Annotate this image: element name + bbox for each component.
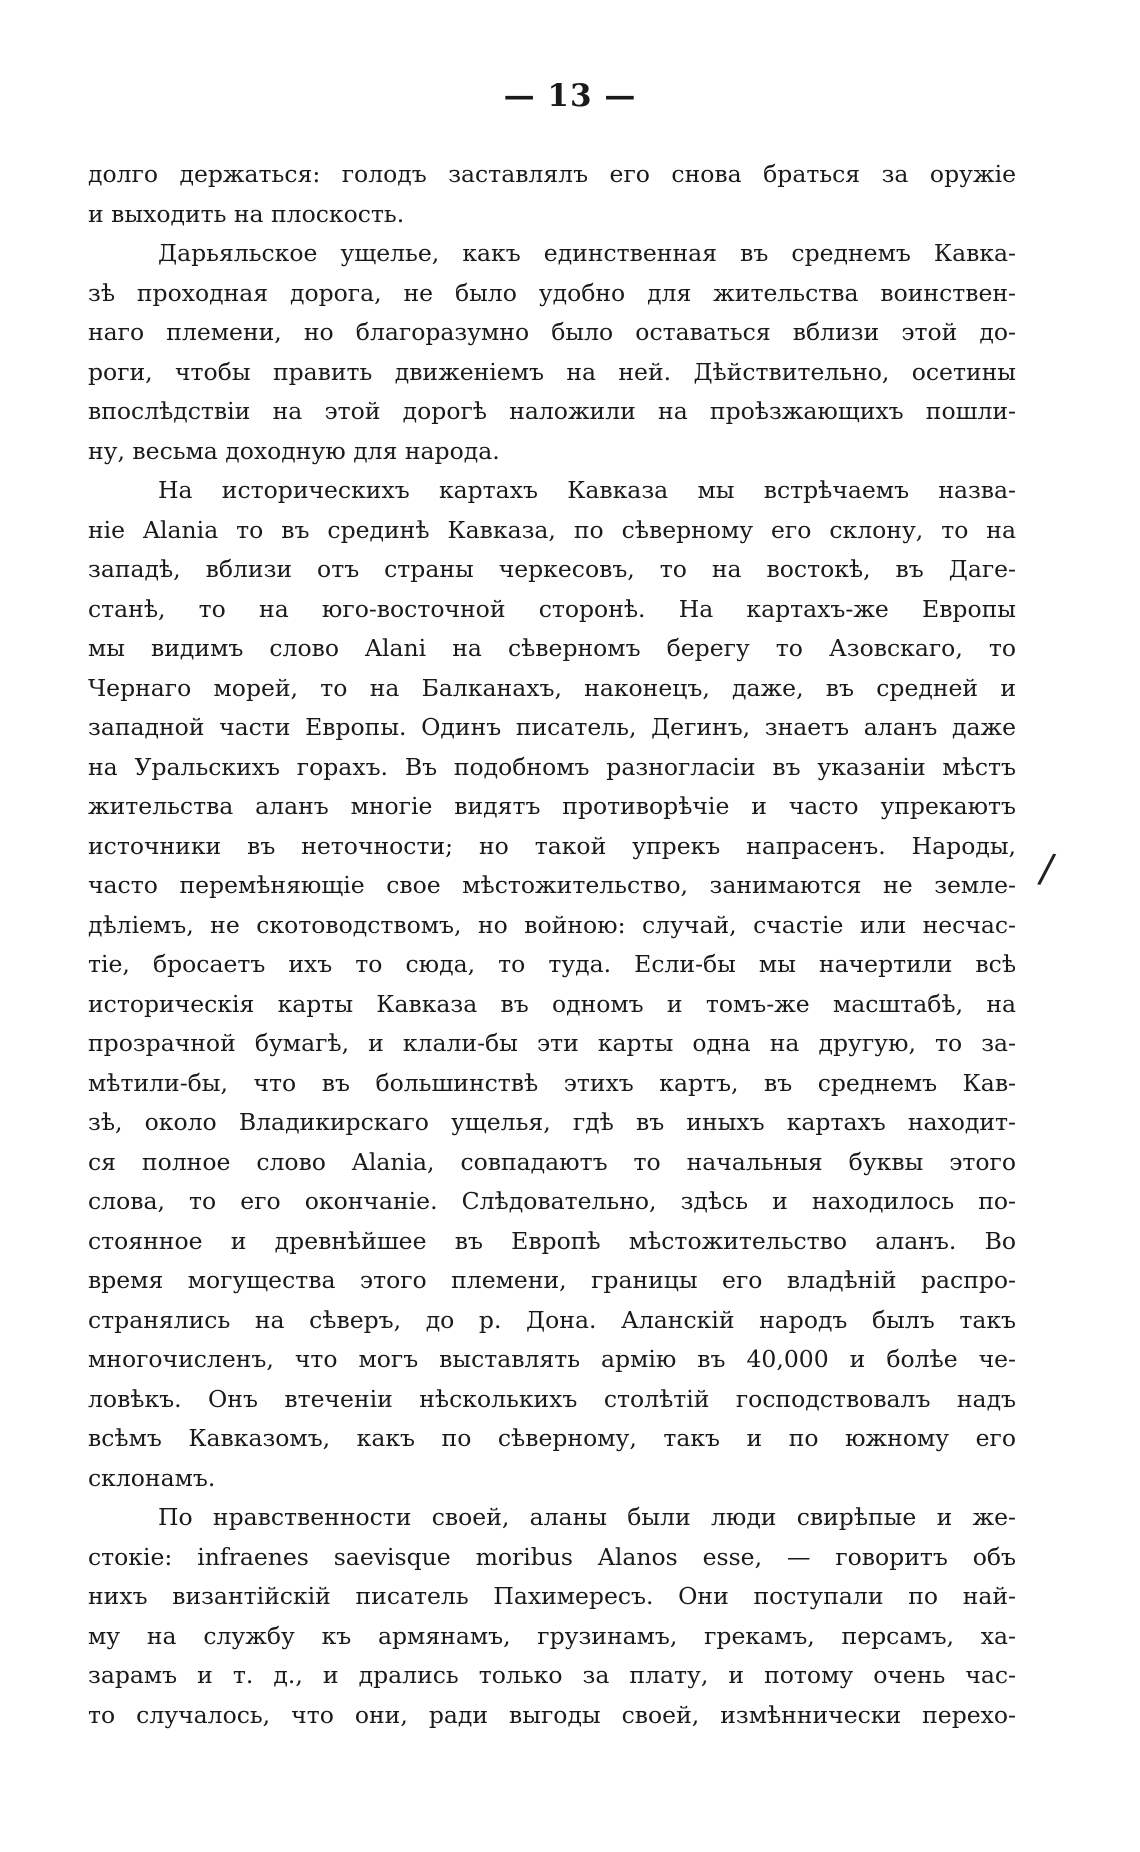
text-body (88, 155, 1016, 1735)
text-line: зарамъ и т. д., и дрались только за плату, и потому очень час- (88, 1661, 1016, 1689)
text-line: ся полное слово Alania, совпадаютъ то начальныя буквы этого (88, 1147, 1016, 1176)
text-line: странялись на сѣверъ, до р. Дона. Аланскій народъ былъ такъ (88, 1305, 1016, 1334)
text-line: слова, то его окончаніе. Слѣдовательно, здѣсь и находилось по- (88, 1187, 1016, 1215)
text-line: источники въ неточности; но такой упрекъ напрасенъ. Народы, (88, 831, 1016, 860)
text-line: стокіе: infraenes saevisque moribus Alanos esse, — говоритъ объ (88, 1542, 1016, 1571)
text-line: впослѣдствіи на этой дорогѣ наложили на проѣзжающихъ пошли- (88, 397, 1016, 425)
text-line: станѣ, то на юго-восточной сторонѣ. На картахъ-же Европы (88, 594, 1016, 623)
text-line: долго держаться: голодъ заставлялъ его снова браться за оружіе (88, 160, 1016, 188)
margin-pencil-mark: / (1036, 845, 1058, 893)
text-line: мѣтили-бы, что въ большинствѣ этихъ картъ, въ среднемъ Кав- (88, 1068, 1016, 1097)
text-line: ну, весьма доходную для народа. (88, 436, 500, 465)
text-line: Дарьяльское ущелье, какъ единственная въ среднемъ Кавка- (158, 239, 1016, 267)
text-line: прозрачной бумагѣ, и клали-бы эти карты одна на другую, то за- (88, 1029, 1016, 1057)
text-line: западной части Европы. Одинъ писатель, Дегинъ, знаетъ аланъ даже (88, 713, 1016, 741)
text-line: му на службу къ армянамъ, грузинамъ, грекамъ, персамъ, ха- (88, 1621, 1016, 1650)
text-line: Чернаго морей, то на Балканахъ, наконецъ, даже, въ средней и (88, 673, 1016, 702)
text-line: всѣмъ Кавказомъ, какъ по сѣверному, такъ и по южному его (88, 1424, 1016, 1452)
text-line: нихъ византійскій писатель Пахимересъ. Они поступали по най- (88, 1582, 1016, 1610)
text-line: зѣ проходная дорога, не было удобно для жительства воинствен- (88, 278, 1016, 307)
text-line: многочисленъ, что могъ выставлять армію въ 40,000 и болѣе че- (88, 1345, 1016, 1373)
text-line: тіе, бросаетъ ихъ то сюда, то туда. Если-бы мы начертили всѣ (88, 950, 1016, 978)
text-line: наго племени, но благоразумно было оставаться вблизи этой до- (88, 318, 1016, 346)
text-line: По нравственности своей, аланы были люди свирѣпые и же- (158, 1503, 1016, 1531)
text-line: историческія карты Кавказа въ одномъ и томъ-же масштабѣ, на (88, 989, 1016, 1018)
text-line: ніе Alania то въ срединѣ Кавказа, по сѣверному его склону, то на (88, 515, 1016, 544)
text-line: часто перемѣняющіе свое мѣстожительство, занимаются не земле- (88, 871, 1016, 899)
text-line: роги, чтобы править движеніемъ на ней. Дѣйствительно, осетины (88, 357, 1016, 386)
text-line: время могущества этого племени, границы его владѣній распро- (88, 1266, 1016, 1294)
text-line: ловѣкъ. Онъ втеченіи нѣсколькихъ столѣтій господствовалъ надъ (88, 1384, 1016, 1413)
text-line: На историческихъ картахъ Кавказа мы встрѣчаемъ назва- (158, 476, 1016, 504)
text-line: западѣ, вблизи отъ страны черкесовъ, то на востокѣ, въ Даге- (88, 555, 1016, 583)
text-line: на Уральскихъ горахъ. Въ подобномъ разногласіи въ указаніи мѣстъ (88, 752, 1016, 781)
text-line: мы видимъ слово Alani на сѣверномъ берегу то Азовскаго, то (88, 634, 1016, 662)
text-line: склонамъ. (88, 1463, 216, 1492)
text-line: и выходить на плоскость. (88, 199, 405, 228)
text-line: дѣліемъ, не скотоводствомъ, но войною: случай, счастіе или несчас- (88, 910, 1016, 939)
page-number: — 13 — (503, 78, 637, 114)
text-line: то случалось, что они, ради выгоды своей, измѣннически перехо- (88, 1700, 1016, 1729)
text-line: жительства аланъ многіе видятъ противорѣчіе и часто упрекаютъ (88, 792, 1016, 820)
text-line: зѣ, около Владикирскаго ущелья, гдѣ въ иныхъ картахъ находит- (88, 1108, 1016, 1136)
text-line: стоянное и древнѣйшее въ Европѣ мѣстожительство аланъ. Во (88, 1226, 1016, 1255)
